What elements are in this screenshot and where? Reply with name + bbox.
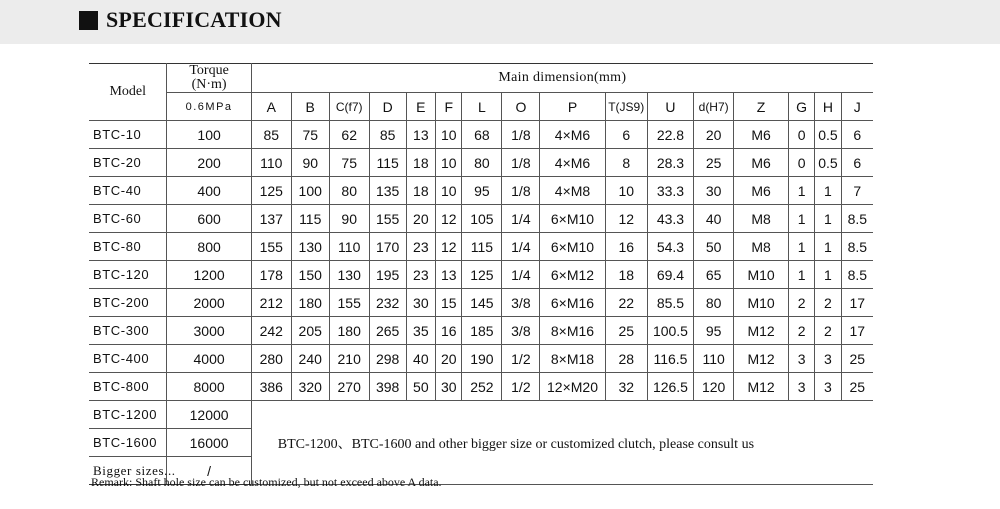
dimension-cell: 4×M6 (540, 121, 605, 149)
dimension-cell: 4×M6 (540, 149, 605, 177)
model-cell: BTC-120 (89, 261, 167, 289)
dimension-cell: 115 (369, 149, 406, 177)
dimension-cell: 6×M10 (540, 233, 605, 261)
consult-note: BTC-1200、BTC-1600 and other bigger size or customized clutch, please consult us (251, 401, 873, 485)
table-row (89, 261, 873, 289)
column-header: Z (734, 93, 789, 121)
dimension-cell: 15 (436, 289, 462, 317)
dimension-cell: 195 (369, 261, 406, 289)
dimension-cell: 8.5 (841, 233, 873, 261)
dimension-cell: 0 (788, 121, 814, 149)
dimension-cell: 80 (462, 149, 502, 177)
dimension-cell: 130 (291, 233, 329, 261)
dimension-cell: 3 (788, 373, 814, 401)
dimension-cell: M8 (734, 233, 789, 261)
dimension-cell: 7 (841, 177, 873, 205)
dimension-cell: 6×M16 (540, 289, 605, 317)
dimension-cell: 16 (436, 317, 462, 345)
dimension-cell: 1/4 (502, 205, 540, 233)
dimension-cell: 18 (406, 149, 435, 177)
dimension-cell: 2 (815, 317, 841, 345)
header-bar (0, 0, 1000, 44)
dimension-cell: 22.8 (647, 121, 693, 149)
model-cell: BTC-300 (89, 317, 167, 345)
dimension-cell: 298 (369, 345, 406, 373)
dimension-cell: 242 (251, 317, 291, 345)
dimension-cell: 130 (329, 261, 369, 289)
dimension-cell: 170 (369, 233, 406, 261)
model-cell: BTC-1600 (89, 429, 167, 457)
dimension-cell: 65 (694, 261, 734, 289)
dimension-cell: 30 (694, 177, 734, 205)
dimension-cell: 126.5 (647, 373, 693, 401)
dimension-cell: 1 (815, 233, 841, 261)
table-row (89, 121, 873, 149)
torque-header-line2: (N·m) (191, 77, 227, 92)
dimension-cell: 80 (694, 289, 734, 317)
dimension-cell: 12 (436, 205, 462, 233)
torque-cell: 12000 (167, 401, 251, 429)
dimension-cell: 100 (291, 177, 329, 205)
dimension-cell: 1 (788, 205, 814, 233)
dimension-cell: 30 (436, 373, 462, 401)
model-cell: BTC-10 (89, 121, 167, 149)
dimension-cell: 280 (251, 345, 291, 373)
dimension-cell: 145 (462, 289, 502, 317)
dimension-cell: 6 (841, 121, 873, 149)
table-row (89, 233, 873, 261)
model-cell: BTC-20 (89, 149, 167, 177)
dimension-cell: 50 (694, 233, 734, 261)
dimension-cell: 190 (462, 345, 502, 373)
column-header: J (841, 93, 873, 121)
dimension-cell: 265 (369, 317, 406, 345)
dimension-cell: 3 (815, 373, 841, 401)
dimension-cell: 4×M8 (540, 177, 605, 205)
torque-header (167, 64, 251, 93)
dimension-cell: 17 (841, 317, 873, 345)
dimension-cell: M6 (734, 149, 789, 177)
column-header: T(JS9) (605, 93, 647, 121)
dimension-cell: 28.3 (647, 149, 693, 177)
dimension-cell: 320 (291, 373, 329, 401)
dimension-cell: 110 (694, 345, 734, 373)
table-row (89, 205, 873, 233)
dimension-cell: 110 (329, 233, 369, 261)
table-row (89, 373, 873, 401)
column-header: A (251, 93, 291, 121)
dimension-cell: 115 (291, 205, 329, 233)
dimension-cell: 1/4 (502, 233, 540, 261)
dimension-cell: 155 (251, 233, 291, 261)
dimension-cell: 1/2 (502, 345, 540, 373)
column-header: H (815, 93, 841, 121)
dimension-cell: 2 (788, 289, 814, 317)
dimension-cell: 85 (251, 121, 291, 149)
specification-table (89, 63, 873, 485)
torque-cell: 200 (167, 149, 251, 177)
dimension-cell: 1/4 (502, 261, 540, 289)
dimension-cell: 10 (436, 177, 462, 205)
dimension-cell: 180 (329, 317, 369, 345)
dimension-cell: 116.5 (647, 345, 693, 373)
dimension-cell: 12×M20 (540, 373, 605, 401)
column-header: D (369, 93, 406, 121)
column-header: E (406, 93, 435, 121)
dimension-cell: M6 (734, 121, 789, 149)
dimension-cell: 40 (694, 205, 734, 233)
dimension-cell: 212 (251, 289, 291, 317)
dimension-cell: 25 (605, 317, 647, 345)
dimension-cell: 1/8 (502, 177, 540, 205)
dimension-cell: 1 (815, 261, 841, 289)
column-header: d(H7) (694, 93, 734, 121)
dimension-cell: 185 (462, 317, 502, 345)
dimension-cell: 75 (291, 121, 329, 149)
dimension-cell: 2 (788, 317, 814, 345)
dimension-cell: 22 (605, 289, 647, 317)
dimension-cell: 8.5 (841, 205, 873, 233)
dimension-cell: 68 (462, 121, 502, 149)
dimension-cell: 398 (369, 373, 406, 401)
dimension-cell: 23 (406, 233, 435, 261)
remark-text: Remark: Shaft hole size can be customized, but not exceed above A data. (91, 475, 442, 489)
column-header: L (462, 93, 502, 121)
pressure-header: 0.6MPa (167, 93, 251, 121)
dimension-cell: M10 (734, 261, 789, 289)
dimension-cell: 137 (251, 205, 291, 233)
dimension-cell: 6×M10 (540, 205, 605, 233)
dimension-cell: M8 (734, 205, 789, 233)
dimension-cell: 1/8 (502, 149, 540, 177)
dimension-cell: 28 (605, 345, 647, 373)
dimension-cell: 40 (406, 345, 435, 373)
torque-cell: 400 (167, 177, 251, 205)
dimension-cell: 30 (406, 289, 435, 317)
dimension-cell: 13 (436, 261, 462, 289)
page-title: SPECIFICATION (106, 7, 282, 32)
dimension-cell: 16 (605, 233, 647, 261)
dimension-cell: 0.5 (815, 121, 841, 149)
dimension-cell: 8 (605, 149, 647, 177)
dimension-cell: M12 (734, 345, 789, 373)
dimension-cell: 180 (291, 289, 329, 317)
dimension-cell: 25 (841, 373, 873, 401)
dimension-cell: 100.5 (647, 317, 693, 345)
dimension-cell: 105 (462, 205, 502, 233)
model-cell: BTC-800 (89, 373, 167, 401)
torque-cell: 8000 (167, 373, 251, 401)
dimension-cell: M12 (734, 317, 789, 345)
dimension-cell: 13 (406, 121, 435, 149)
dimension-cell: 3 (788, 345, 814, 373)
dimension-cell: 54.3 (647, 233, 693, 261)
dimension-cell: 240 (291, 345, 329, 373)
model-cell: BTC-400 (89, 345, 167, 373)
dimension-cell: 6×M12 (540, 261, 605, 289)
dimension-cell: 20 (694, 121, 734, 149)
dimension-cell: 17 (841, 289, 873, 317)
dimension-cell: 18 (605, 261, 647, 289)
dimension-cell: 155 (369, 205, 406, 233)
extra-table-row (89, 401, 873, 429)
torque-cell: 100 (167, 121, 251, 149)
dimension-cell: 150 (291, 261, 329, 289)
dimension-cell: 232 (369, 289, 406, 317)
torque-cell: 4000 (167, 345, 251, 373)
dimension-cell: M6 (734, 177, 789, 205)
dimension-cell: 1/8 (502, 121, 540, 149)
dimension-cell: 6 (841, 149, 873, 177)
column-header: U (647, 93, 693, 121)
dimension-cell: 125 (251, 177, 291, 205)
column-header: O (502, 93, 540, 121)
dimension-cell: 10 (436, 149, 462, 177)
torque-cell: 3000 (167, 317, 251, 345)
column-header: C(f7) (329, 93, 369, 121)
dimension-cell: 115 (462, 233, 502, 261)
torque-cell: / (167, 457, 251, 485)
model-cell: BTC-60 (89, 205, 167, 233)
dimension-cell: 8.5 (841, 261, 873, 289)
dimension-cell: 1 (815, 205, 841, 233)
torque-cell: 800 (167, 233, 251, 261)
dimension-cell: 25 (841, 345, 873, 373)
dimension-cell: 33.3 (647, 177, 693, 205)
header-square-icon (79, 11, 98, 30)
dimension-cell: M10 (734, 289, 789, 317)
dimension-cell: 90 (291, 149, 329, 177)
dimension-cell: 1 (815, 177, 841, 205)
dimension-cell: 386 (251, 373, 291, 401)
model-cell: BTC-200 (89, 289, 167, 317)
dimension-cell: 1/2 (502, 373, 540, 401)
dimension-cell: 12 (436, 233, 462, 261)
dimension-cell: 0.5 (815, 149, 841, 177)
dimension-cell: 3/8 (502, 317, 540, 345)
dimension-cell: 80 (329, 177, 369, 205)
dimension-cell: 155 (329, 289, 369, 317)
torque-header-line1: Torque (189, 63, 229, 78)
column-header: P (540, 93, 605, 121)
dimension-cell: 178 (251, 261, 291, 289)
dimension-cell: 120 (694, 373, 734, 401)
dimension-cell: 3/8 (502, 289, 540, 317)
dimension-cell: 1 (788, 177, 814, 205)
dimension-cell: 43.3 (647, 205, 693, 233)
dimension-cell: 110 (251, 149, 291, 177)
dimension-cell: M12 (734, 373, 789, 401)
dimension-cell: 210 (329, 345, 369, 373)
torque-cell: 1200 (167, 261, 251, 289)
dimension-cell: 18 (406, 177, 435, 205)
model-cell: BTC-80 (89, 233, 167, 261)
dimension-cell: 10 (436, 121, 462, 149)
header-row-1 (89, 64, 873, 93)
table-row (89, 177, 873, 205)
table-row (89, 345, 873, 373)
table-row (89, 289, 873, 317)
dimension-cell: 8×M18 (540, 345, 605, 373)
torque-cell: 2000 (167, 289, 251, 317)
dimension-cell: 20 (406, 205, 435, 233)
dimension-cell: 32 (605, 373, 647, 401)
dimension-cell: 90 (329, 205, 369, 233)
model-cell: Bigger sizes... (89, 457, 167, 485)
dimension-cell: 270 (329, 373, 369, 401)
dimension-cell: 135 (369, 177, 406, 205)
dimension-cell: 62 (329, 121, 369, 149)
torque-cell: 16000 (167, 429, 251, 457)
dimension-cell: 35 (406, 317, 435, 345)
main-dimension-header: Main dimension(mm) (251, 64, 873, 93)
dimension-cell: 125 (462, 261, 502, 289)
header-row-2 (89, 93, 873, 121)
table-row (89, 317, 873, 345)
dimension-cell: 205 (291, 317, 329, 345)
dimension-cell: 252 (462, 373, 502, 401)
column-header: G (788, 93, 814, 121)
model-header: Model (89, 64, 167, 121)
dimension-cell: 0 (788, 149, 814, 177)
dimension-cell: 23 (406, 261, 435, 289)
dimension-cell: 85.5 (647, 289, 693, 317)
dimension-cell: 50 (406, 373, 435, 401)
dimension-cell: 8×M16 (540, 317, 605, 345)
dimension-cell: 95 (694, 317, 734, 345)
model-cell: BTC-40 (89, 177, 167, 205)
dimension-cell: 12 (605, 205, 647, 233)
torque-cell: 600 (167, 205, 251, 233)
dimension-cell: 3 (815, 345, 841, 373)
column-header: B (291, 93, 329, 121)
dimension-cell: 69.4 (647, 261, 693, 289)
dimension-cell: 1 (788, 261, 814, 289)
model-cell: BTC-1200 (89, 401, 167, 429)
dimension-cell: 75 (329, 149, 369, 177)
dimension-cell: 2 (815, 289, 841, 317)
dimension-cell: 25 (694, 149, 734, 177)
table-row (89, 149, 873, 177)
dimension-cell: 95 (462, 177, 502, 205)
dimension-cell: 10 (605, 177, 647, 205)
dimension-cell: 6 (605, 121, 647, 149)
column-header: F (436, 93, 462, 121)
dimension-cell: 85 (369, 121, 406, 149)
dimension-cell: 1 (788, 233, 814, 261)
dimension-cell: 20 (436, 345, 462, 373)
